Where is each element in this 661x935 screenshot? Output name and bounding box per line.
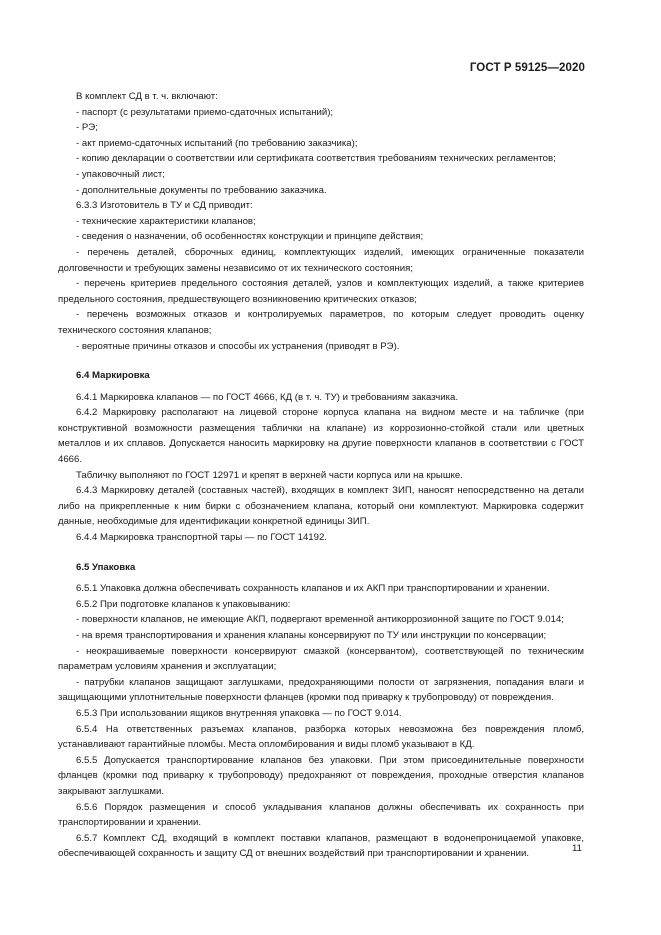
list-item: - перечень деталей, сборочных единиц, комплектующих изделий, имеющих ограниченные показатели долговечности и требующих замены независимо от их технического состояния;	[58, 246, 584, 274]
list-item: - дополнительные документы по требованию заказчика.	[76, 184, 327, 196]
paragraph: 6.5.5 Допускается транспортирование клапанов без упаковки. При этом присоединительные поверхности фланцев (кромки под приварку к трубопроводу) предохраняют от повреждения, проходные отверстия клапанов закрывают заглушками.	[58, 754, 584, 797]
list-item: - на время транспортирования и хранения клапаны консервируют по ТУ или инструкции по консервации;	[76, 630, 547, 641]
list-item: - паспорт (с результатами приемо-сдаточных испытаний);	[76, 106, 334, 118]
paragraph: 6.5.2 При подготовке клапанов к упаковыванию:	[76, 598, 291, 610]
list-item: - акт приемо-сдаточных испытаний (по требованию заказчика);	[76, 137, 358, 149]
paragraph: 6.5.3 При использовании ящиков внутренняя упаковка — по ГОСТ 9.014.	[76, 707, 402, 719]
paragraph: 6.5.7 Комплект СД, входящий в комплект поставки клапанов, размещают в водонепроницаемой упаковке, обеспечивающей сохранность и защиту СД от внешних воздействий при транспортировании и хранении.	[58, 832, 584, 860]
paragraph: Табличку выполняют по ГОСТ 12971 и крепят в верхней части корпуса или на крышке.	[76, 469, 463, 481]
section-heading: 6.4 Маркировка	[76, 370, 150, 382]
standard-header: ГОСТ Р 59125—2020	[469, 62, 585, 74]
page-number: 11	[572, 843, 582, 854]
list-item: - патрубки клапанов защищают заглушками, предохраняющими полости от загрязнения, попадания влаги и защищающими уплотнительные поверхности фланцев (кромки под приварку к трубопроводу) от повреждения.	[58, 676, 584, 704]
list-item: - упаковочный лист;	[76, 168, 165, 180]
paragraph: В комплект СД в т. ч. включают:	[76, 91, 218, 102]
paragraph: 6.3.3 Изготовитель в ТУ и СД приводит:	[76, 200, 253, 212]
paragraph: 6.5.1 Упаковка должна обеспечивать сохранность клапанов и их АКП при транспортировании и хранении.	[76, 583, 550, 595]
list-item: - перечень возможных отказов и контролируемых параметров, по которым следует проводить оценку технического состояния клапанов;	[58, 309, 584, 336]
list-item: - копию декларации о соответствии или сертификата соответствия требованиям технических регламентов;	[76, 153, 556, 165]
list-item: - перечень критериев предельного состояния деталей, узлов и комплектующих изделий, а также критериев предельного состояния, предшествующего возникновению критических отказов;	[58, 278, 584, 305]
paragraph: 6.4.3 Маркировку деталей (составных частей), входящих в комплект ЗИП, наносят непосредственно на детали либо на прикрепленные к ним бирки с обозначением клапана, который они комплектуют. Маркировка содержит данные, необходимые для идентификации конкретной единицы ЗИП.	[58, 485, 584, 528]
list-item: - сведения о назначении, об особенностях конструкции и принципе действия;	[76, 231, 424, 243]
list-item: - технические характеристики клапанов;	[76, 215, 256, 227]
section-heading: 6.5 Упаковка	[76, 561, 136, 573]
document-body	[58, 89, 584, 862]
paragraph: 6.5.6 Порядок размещения и способ укладывания клапанов должны обеспечивать их сохранность при транспортировании и хранении.	[58, 801, 584, 829]
paragraph: 6.4.4 Маркировка транспортной тары — по ГОСТ 14192.	[76, 532, 327, 544]
paragraph: 6.4.1 Маркировка клапанов — по ГОСТ 4666, КД (в т. ч. ТУ) и требованиям заказчика.	[76, 391, 459, 403]
list-item: - поверхности клапанов, не имеющие АКП, подвергают временной антикоррозионной защите по ГОСТ 9.014;	[76, 614, 564, 626]
paragraph: 6.5.4 На ответственных разъемах клапанов, разборка которых невозможна без повреждения пломб, устанавливают гарантийные пломбы. Места опломбирования и виды пломб указывают в КД.	[58, 723, 584, 751]
list-item: - неокрашиваемые поверхности консервируют смазкой (консервантом), соответствующей по техническим параметрам условиям хранения и эксплуатации;	[58, 645, 584, 673]
list-item: - РЭ;	[76, 122, 98, 134]
list-item: - вероятные причины отказов и способы их устранения (приводят в РЭ).	[76, 340, 400, 352]
paragraph: 6.4.2 Маркировку располагают на лицевой стороне корпуса клапана на видном месте и на табличке (при конструктивной возможности размещения таблички на клапане) из коррозионно-стойкой стали или цветных металлов и их сплавов. Допускается наносить маркировку на другие поверхности клапанов в соответствии с ГОСТ 4666.	[58, 407, 584, 466]
